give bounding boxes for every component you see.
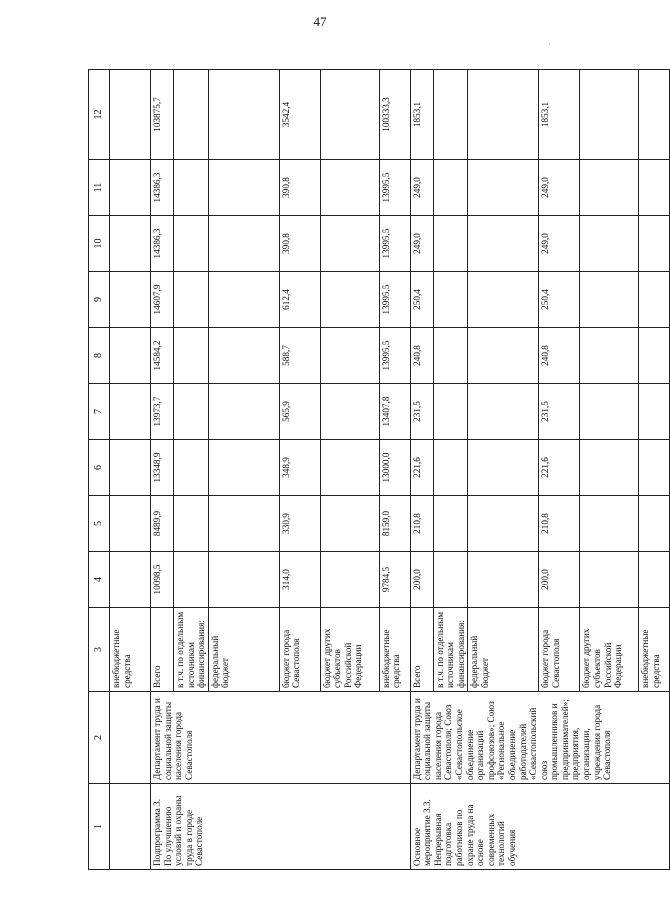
program-cell: Основное мероприятие 3.3. Непрерывная подготовка работников по охране труда на основе современных технологий обучения [410,784,670,870]
value-cell: 221,6 [539,440,580,496]
value-cell [320,328,379,384]
value-cell: 13407,8 [379,384,410,440]
executor-cell: Департамент труда и социальной защиты населения города Севастополя; Союз «Севастопольское объединение организаций профсоюзов»; Союз «Региональное объединение работодателей «Севастопольский союз промышленников и предпринимателей»; предприятия, организации, учреждения города Севастополя [410,692,670,784]
value-cell: 231,5 [539,384,580,440]
value-cell: 231,5 [410,384,433,440]
source-cell: в т.ч. по отдельным источникам финансирования: [174,608,209,692]
value-cell: 565,9 [279,384,320,440]
value-cell [208,160,279,216]
value-cell [433,70,468,160]
value-cell [468,384,539,440]
value-cell [580,328,639,384]
value-cell: 13973,7 [151,384,174,440]
value-cell [208,272,279,328]
value-cell [320,384,379,440]
value-cell: 240,8 [410,328,433,384]
value-cell [174,496,209,552]
value-cell: 250,4 [539,272,580,328]
rotated-table-stage [88,70,662,870]
value-cell [639,328,670,384]
value-cell: 8489,9 [151,496,174,552]
value-cell: 9784,5 [379,552,410,608]
value-cell: 314,0 [279,552,320,608]
value-cell [320,440,379,496]
value-cell [433,328,468,384]
value-cell [468,496,539,552]
value-cell [639,552,670,608]
value-cell [208,552,279,608]
source-cell: федеральный бюджет [208,608,279,692]
column-number: 3 [89,608,110,692]
scan-mark: · [548,40,551,49]
program-cell: Подпрограмма 3. По улучшению условий и охраны труда в городе Севастополе [151,784,411,870]
value-cell [580,496,639,552]
value-cell [580,384,639,440]
value-cell [468,440,539,496]
value-cell [433,216,468,272]
value-cell: 330,9 [279,496,320,552]
value-cell: 612,4 [279,272,320,328]
column-number: 2 [89,692,110,784]
table-row [410,70,433,870]
value-cell [174,384,209,440]
value-cell [468,216,539,272]
value-cell [174,216,209,272]
value-cell: 10098,5 [151,552,174,608]
column-number: 1 [89,784,110,870]
value-cell [208,496,279,552]
value-cell: 13995,5 [379,328,410,384]
value-cell [580,160,639,216]
value-cell: 1853,1 [410,70,433,160]
value-cell: 250,4 [410,272,433,328]
value-cell [468,272,539,328]
column-number: 6 [89,440,110,496]
value-cell [433,552,468,608]
column-number: 5 [89,496,110,552]
value-cell [320,552,379,608]
source-cell: федеральный бюджет [468,608,539,692]
value-cell [174,440,209,496]
source-cell: в т.ч. по отдельным источникам финансирования: [433,608,468,692]
value-cell: 249,0 [539,160,580,216]
value-cell [433,160,468,216]
value-cell [320,272,379,328]
value-cell [468,552,539,608]
value-cell [639,272,670,328]
funding-table [88,69,670,870]
value-cell [639,70,670,160]
source-cell: Всего [410,608,433,692]
value-cell: 390,8 [279,216,320,272]
value-cell: 100333,3 [379,70,410,160]
value-cell: 8159,0 [379,496,410,552]
column-number: 4 [89,552,110,608]
column-number: 12 [89,70,110,160]
value-cell: 210,8 [539,496,580,552]
value-cell [433,496,468,552]
source-cell: внебюджетные средства [379,608,410,692]
value-cell [580,440,639,496]
value-cell: 348,9 [279,440,320,496]
value-cell [208,216,279,272]
program-cell [110,784,151,870]
page-number: 47 [313,14,327,29]
value-cell [639,160,670,216]
value-cell: 240,8 [539,328,580,384]
value-cell [208,70,279,160]
value-cell: 221,6 [410,440,433,496]
value-cell [580,70,639,160]
value-cell: 3542,4 [279,70,320,160]
value-cell [433,384,468,440]
value-cell [320,160,379,216]
value-cell [468,160,539,216]
value-cell: 13995,5 [379,272,410,328]
value-cell [174,70,209,160]
value-cell [433,272,468,328]
value-cell [433,440,468,496]
column-number: 8 [89,328,110,384]
table-row [151,70,174,870]
value-cell: 200,0 [410,552,433,608]
value-cell [320,70,379,160]
value-cell [468,70,539,160]
executor-cell: Департамент труда и социальной защиты населения города Севастополя [151,692,411,784]
value-cell: 588,7 [279,328,320,384]
value-cell: 249,0 [410,160,433,216]
value-cell [208,384,279,440]
value-cell: 14607,9 [151,272,174,328]
source-cell: бюджет других субъектов Российской Федерации [320,608,379,692]
value-cell: 249,0 [410,216,433,272]
value-cell [208,440,279,496]
value-cell: 200,0 [539,552,580,608]
source-cell: внебюджетные средства [639,608,670,692]
value-cell [639,216,670,272]
source-cell: бюджет других субъектов Российской Федерации [580,608,639,692]
column-number: 10 [89,216,110,272]
value-cell [639,384,670,440]
value-cell [580,272,639,328]
column-number-row [89,70,110,870]
value-cell [468,328,539,384]
value-cell [174,272,209,328]
value-cell: 13000,0 [379,440,410,496]
value-cell: 210,8 [410,496,433,552]
value-cell: 13995,5 [379,160,410,216]
value-cell: 14584,2 [151,328,174,384]
value-cell [320,496,379,552]
value-cell [208,328,279,384]
value-cell [174,160,209,216]
value-cell [639,440,670,496]
value-cell: 13348,9 [151,440,174,496]
value-cell [580,552,639,608]
source-cell: бюджет города Севастополя [539,608,580,692]
value-cell [174,552,209,608]
source-cell: Всего [151,608,174,692]
executor-cell [110,692,151,784]
value-cell: 1853,1 [539,70,580,160]
column-number: 11 [89,160,110,216]
column-number: 9 [89,272,110,328]
source-cell: бюджет города Севастополя [279,608,320,692]
value-cell: 14386,3 [151,160,174,216]
value-cell [320,216,379,272]
value-cell: 249,0 [539,216,580,272]
carryover-row [110,70,151,870]
value-cell: 103875,7 [151,70,174,160]
value-cell: 13995,5 [379,216,410,272]
source-cell: внебюджетные средства [110,608,151,692]
value-cell: 390,8 [279,160,320,216]
value-cell [580,216,639,272]
column-number: 7 [89,384,110,440]
value-cell [174,328,209,384]
value-cell [639,496,670,552]
value-cell: 14386,3 [151,216,174,272]
